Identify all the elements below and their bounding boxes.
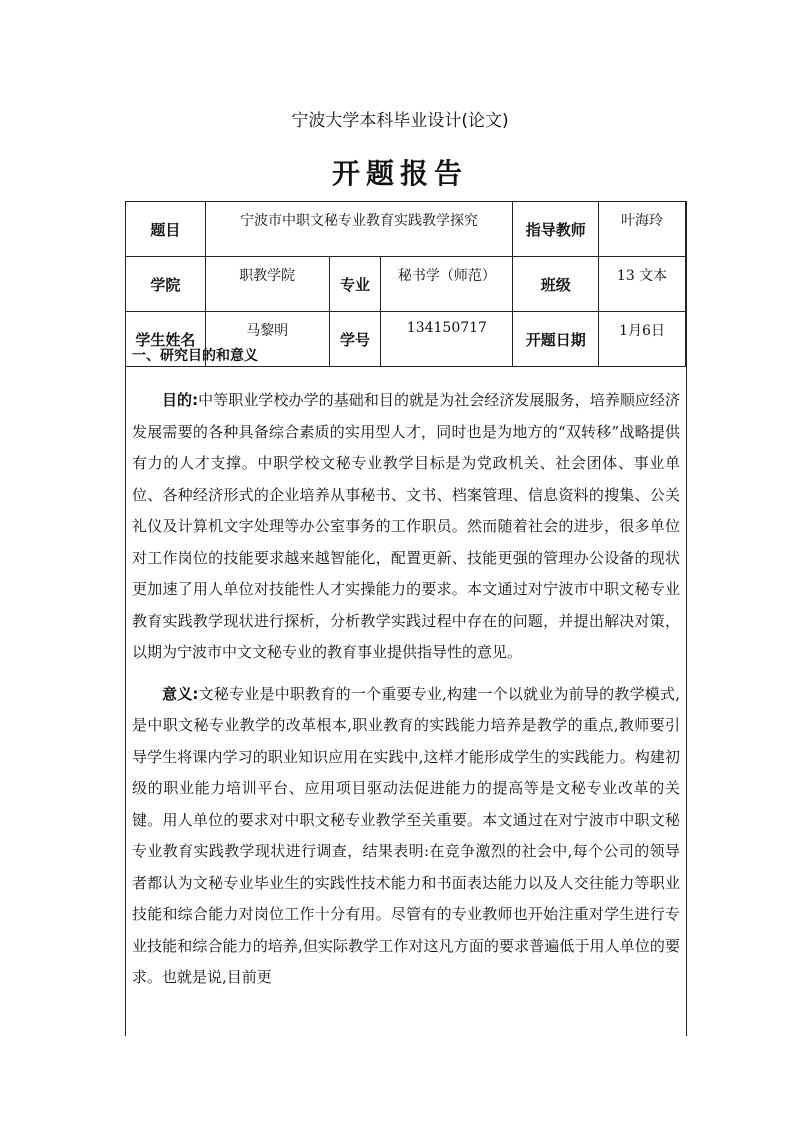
- student-name-label: 学生姓名: [126, 312, 206, 367]
- table-row: [126, 257, 686, 312]
- page-title: 开题报告: [331, 157, 468, 190]
- topic-value: 宁波市中职文秘专业教育实践教学探究: [205, 202, 512, 257]
- class-value: 13 文本: [599, 257, 686, 312]
- advisor-label: 指导教师: [513, 202, 599, 257]
- class-label: 班级: [513, 257, 599, 312]
- purpose-text: 中等职业学校办学的基础和目的就是为社会经济发展服务，培养顺应经济发展需要的各种具备综合素质的实用型人才，同时也是为地方的“双转移”战略提供有力的人才支撑。中职学校文秘专业教学目标是为党政机关、社会团体、事业单位、各种经济形式的企业培养从事秘书、文书、档案管理、信息资料的搜集、公关礼仪及计算机文字处理等办公室事务的工作职员。然而随着社会的进步，很多单位对工作岗位的技能要求越来越智能化，配置更新、技能更强的管理办公设备的现状更加速了用人单位对技能性人才实操能力的要求。本文通过对宁波市中职文秘专业教育实践教学现状进行探析，分析教学实践过程中存在的问题，并提出解决对策，以期为宁波市中文文秘专业的教育事业提供指导性的意见。: [132, 391, 680, 661]
- meaning-text: 文秘专业是中职教育的一个重要专业,构建一个以就业为前导的教学模式,是中职文秘专业教学的改革根本,职业教育的实践能力培养是教学的重点,教师要引导学生将课内学习的职业知识应用在实践中,这样才能形成学生的实践能力。构建初级的职业能力培训平台、应用项目驱动法促进能力的提高等是文秘专业改革的关键。用人单位的要求对中职文秘专业教学至关重要。本文通过在对宁波市中职文秘专业教育实践教学现状进行调查，结果表明:在竞争激烈的社会中,每个公司的领导者都认为文秘专业毕业生的实践性技术能力和书面表达能力以及人交往能力等职业技能和综合能力对岗位工作十分有用。尽管有的专业教师也开始注重对学生进行专业技能和综合能力的培养,但实际教学工作对这凡方面的要求普遍低于用人单位的要求。也就是说,目前更: [132, 684, 681, 986]
- student-id-value: 134150717: [381, 312, 513, 367]
- section-heading: 一、研究目的和意义: [132, 348, 258, 364]
- student-id-label: 学号: [329, 312, 381, 367]
- advisor-value: 叶海玲: [599, 202, 686, 257]
- report-body: [132, 345, 680, 994]
- major-label: 专业: [329, 257, 381, 312]
- info-table: [125, 201, 686, 367]
- university-heading: 宁波大学本科毕业设计(论文): [291, 111, 509, 131]
- college-value: 职教学院: [205, 257, 329, 312]
- purpose-paragraph: [132, 385, 680, 669]
- date-label: 开题日期: [513, 312, 599, 367]
- table-row: [126, 202, 686, 257]
- student-name-value: 马黎明: [205, 312, 329, 367]
- college-label: 学院: [126, 257, 206, 312]
- date-value: 1月6日: [599, 312, 686, 367]
- meaning-paragraph: [132, 679, 680, 994]
- purpose-label: 目的:: [162, 391, 199, 409]
- meaning-label: 意义:: [162, 684, 199, 703]
- major-value: 秘书学（师范）: [381, 257, 513, 312]
- topic-label: 题目: [126, 202, 206, 257]
